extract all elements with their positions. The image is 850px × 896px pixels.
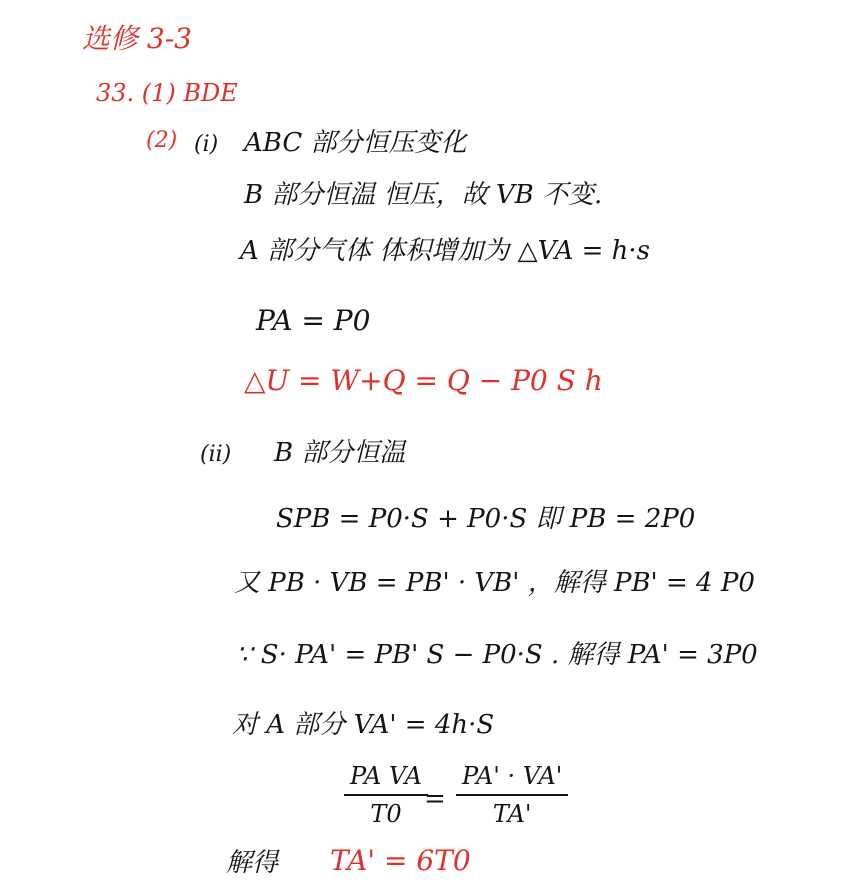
module-heading: 选修 3-3 [82,22,192,55]
sub-ii-line-2: SPB = P0·S + P0·S 即 PB = 2P0 [276,504,696,534]
sub-i-label: (i) [194,132,219,157]
sub-ii-line-3: 又 PB · VB = PB' · VB' ，解得 PB' = 4 P0 [234,568,755,598]
result-label: 解得 [226,848,279,878]
sub-i-pressure-eq: PA = P0 [256,304,371,337]
sub-ii-line-5: 对 A 部分 VA' = 4h·S [232,710,495,740]
fraction-right-numerator: PA' · VA' [462,762,563,790]
sub-ii-line-4: ∵ S· PA' = PB' S − P0·S . 解得 PA' = 3P0 [236,640,758,670]
result-value: TA' = 6T0 [330,844,471,877]
sub-i-line-3: A 部分气体 体积增加为 △VA = h·s [240,236,651,266]
fraction-left [344,762,428,828]
fraction-right-denominator: TA' [492,800,532,828]
energy-equation: △U = W+Q = Q − P0 S h [244,364,603,397]
question-answer-1: 33. (1) BDE [96,79,238,107]
sub-ii-label: (ii) [200,442,232,467]
fraction-right [456,762,568,828]
part2-marker: (2) [146,128,178,153]
sub-ii-line-1: B 部分恒温 [274,438,406,468]
fraction-left-denominator: T0 [370,800,402,828]
fraction-equals: = [424,784,446,814]
sub-i-line-1: ABC 部分恒压变化 [244,128,467,158]
sub-i-line-2: B 部分恒温 恒压，故 VB 不变. [244,180,603,210]
fraction-left-numerator: PA VA [350,762,422,790]
